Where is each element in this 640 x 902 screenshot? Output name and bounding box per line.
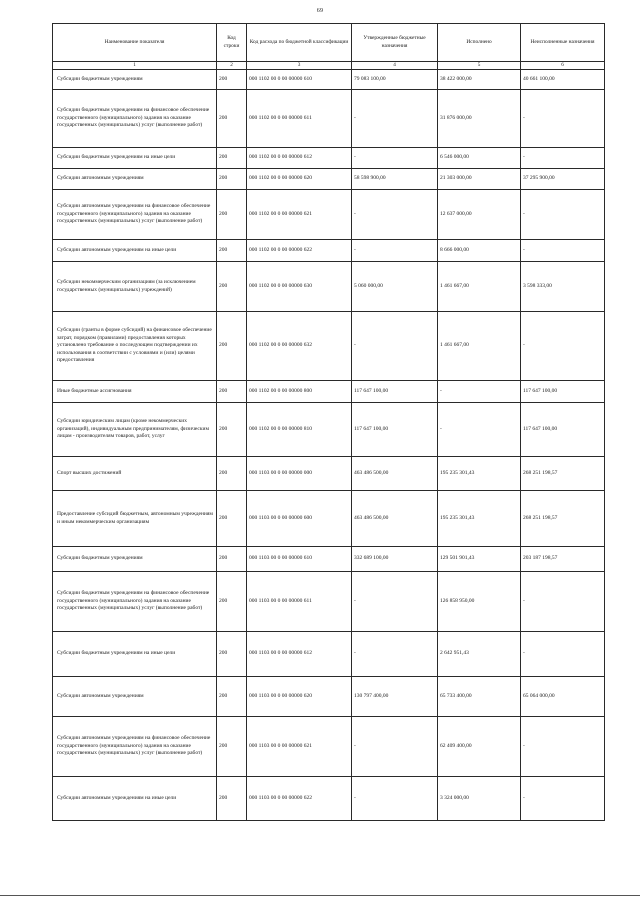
unexecuted-amount-cell: 203 187 198,57 <box>521 547 605 572</box>
unexecuted-amount-cell: 40 661 100,00 <box>521 70 605 90</box>
table-row <box>53 547 605 572</box>
approved-amount-cell: - <box>352 312 438 381</box>
executed-amount-cell: 8 666 000,00 <box>438 240 521 262</box>
indicator-name-cell: Субсидии бюджетным учреждениям на иные цели <box>53 148 217 169</box>
line-code-cell: 200 <box>217 677 247 717</box>
approved-amount-cell: - <box>352 777 438 821</box>
table-row <box>53 148 605 169</box>
unexecuted-amount-cell: - <box>521 190 605 240</box>
line-code-cell: 200 <box>217 491 247 547</box>
expense-code-cell: 000 1103 00 0 00 00000 611 <box>247 572 352 632</box>
unexecuted-amount-cell: - <box>521 717 605 777</box>
indicator-name-cell: Субсидии автономным учреждениям <box>53 169 217 190</box>
executed-amount-cell: 195 235 301,43 <box>438 457 521 491</box>
table-row <box>53 381 605 403</box>
unexecuted-amount-cell: - <box>521 632 605 677</box>
indicator-name-cell: Субсидии автономным учреждениям на иные цели <box>53 240 217 262</box>
approved-amount-cell: - <box>352 717 438 777</box>
executed-amount-cell: 195 235 301,43 <box>438 491 521 547</box>
header-expense-code: Код расхода по бюджетной классификации <box>247 24 352 62</box>
executed-amount-cell: 31 876 000,00 <box>438 90 521 148</box>
indicator-name-cell: Субсидии юридическим лицам (кроме некоммерческих организаций), индивидуальным предпринимателям, физическим лицам - производителям товаров, работ, услуг <box>53 403 217 457</box>
indicator-name-cell: Субсидии автономным учреждениям на финансовое обеспечение государственного (муниципального) задания на оказание государственных (муниципальных) услуг (выполнение работ) <box>53 190 217 240</box>
line-code-cell: 200 <box>217 403 247 457</box>
indicator-name-cell: Иные бюджетные ассигнования <box>53 381 217 403</box>
executed-amount-cell: 1 461 667,00 <box>438 262 521 312</box>
executed-amount-cell: 38 422 000,00 <box>438 70 521 90</box>
expense-code-cell: 000 1103 00 0 00 00000 620 <box>247 677 352 717</box>
line-code-cell: 200 <box>217 70 247 90</box>
table-row <box>53 70 605 90</box>
unexecuted-amount-cell: - <box>521 148 605 169</box>
expense-code-cell: 000 1102 00 0 00 00000 612 <box>247 148 352 169</box>
indicator-name-cell: Предоставление субсидий бюджетным, автономным учреждениям и иным некоммерческим организациям <box>53 491 217 547</box>
line-code-cell: 200 <box>217 457 247 491</box>
indicator-name-cell: Субсидии бюджетным учреждениям <box>53 547 217 572</box>
expense-code-cell: 000 1102 00 0 00 00000 630 <box>247 262 352 312</box>
approved-amount-cell: 5 060 000,00 <box>352 262 438 312</box>
table-row <box>53 169 605 190</box>
line-code-cell: 200 <box>217 777 247 821</box>
approved-amount-cell: - <box>352 90 438 148</box>
expense-code-cell: 000 1103 00 0 00 00000 622 <box>247 777 352 821</box>
table-row <box>53 403 605 457</box>
executed-amount-cell: 65 733 400,00 <box>438 677 521 717</box>
indicator-name-cell: Субсидии бюджетным учреждениям на финансовое обеспечение государственного (муниципального) задания на оказание государственных (муниципальных) услуг (выполнение работ) <box>53 90 217 148</box>
approved-amount-cell: 332 689 100,00 <box>352 547 438 572</box>
unexecuted-amount-cell: 65 064 000,00 <box>521 677 605 717</box>
table-row <box>53 717 605 777</box>
line-code-cell: 200 <box>217 169 247 190</box>
budget-execution-table <box>52 23 605 821</box>
unexecuted-amount-cell: 117 647 100,00 <box>521 381 605 403</box>
header-unexecuted: Неисполненные назначения <box>521 24 605 62</box>
unexecuted-amount-cell: - <box>521 240 605 262</box>
executed-amount-cell: 126 858 950,00 <box>438 572 521 632</box>
line-code-cell: 200 <box>217 240 247 262</box>
line-code-cell: 200 <box>217 148 247 169</box>
column-number: 6 <box>521 62 605 70</box>
header-indicator-name: Наименование показателя <box>53 24 217 62</box>
approved-amount-cell: 117 647 100,00 <box>352 381 438 403</box>
expense-code-cell: 000 1103 00 0 00 00000 600 <box>247 491 352 547</box>
indicator-name-cell: Спорт высших достижений <box>53 457 217 491</box>
header-line-code: Код строки <box>217 24 247 62</box>
executed-amount-cell: 3 324 000,00 <box>438 777 521 821</box>
approved-amount-cell: - <box>352 632 438 677</box>
table-row <box>53 457 605 491</box>
line-code-cell: 200 <box>217 572 247 632</box>
approved-amount-cell: - <box>352 190 438 240</box>
line-code-cell: 200 <box>217 547 247 572</box>
column-number: 4 <box>352 62 438 70</box>
executed-amount-cell: 2 642 951,43 <box>438 632 521 677</box>
executed-amount-cell: 62 409 400,00 <box>438 717 521 777</box>
approved-amount-cell: - <box>352 148 438 169</box>
footer-divider <box>0 895 640 896</box>
line-code-cell: 200 <box>217 312 247 381</box>
line-code-cell: 200 <box>217 262 247 312</box>
column-number: 1 <box>53 62 217 70</box>
expense-code-cell: 000 1102 00 0 00 00000 810 <box>247 403 352 457</box>
table-row <box>53 190 605 240</box>
table-row <box>53 240 605 262</box>
indicator-name-cell: Субсидии автономным учреждениям <box>53 677 217 717</box>
column-number: 5 <box>438 62 521 70</box>
unexecuted-amount-cell: - <box>521 777 605 821</box>
unexecuted-amount-cell: - <box>521 572 605 632</box>
expense-code-cell: 000 1102 00 0 00 00000 620 <box>247 169 352 190</box>
approved-amount-cell: 463 486 500,00 <box>352 457 438 491</box>
line-code-cell: 200 <box>217 632 247 677</box>
indicator-name-cell: Субсидии бюджетным учреждениям на иные цели <box>53 632 217 677</box>
table-row <box>53 632 605 677</box>
expense-code-cell: 000 1102 00 0 00 00000 610 <box>247 70 352 90</box>
table-row <box>53 90 605 148</box>
indicator-name-cell: Субсидии (гранты в форме субсидий) на финансовое обеспечение затрат, порядком (правилами) предоставления которых установлено требование о последующем подтверждении их использования в соответствии с условиями и (или) целями предоставления <box>53 312 217 381</box>
executed-amount-cell: - <box>438 403 521 457</box>
executed-amount-cell: 1 461 667,00 <box>438 312 521 381</box>
expense-code-cell: 000 1102 00 0 00 00000 622 <box>247 240 352 262</box>
executed-amount-cell: 21 303 000,00 <box>438 169 521 190</box>
table-body <box>53 70 605 821</box>
approved-amount-cell: 117 647 100,00 <box>352 403 438 457</box>
expense-code-cell: 000 1102 00 0 00 00000 800 <box>247 381 352 403</box>
executed-amount-cell: 129 501 901,43 <box>438 547 521 572</box>
indicator-name-cell: Субсидии некоммерческим организациям (за исключением государственных (муниципальных) учреждений) <box>53 262 217 312</box>
table-row <box>53 262 605 312</box>
unexecuted-amount-cell: 37 295 900,00 <box>521 169 605 190</box>
approved-amount-cell: - <box>352 240 438 262</box>
expense-code-cell: 000 1103 00 0 00 00000 621 <box>247 717 352 777</box>
approved-amount-cell: 58 598 900,00 <box>352 169 438 190</box>
line-code-cell: 200 <box>217 90 247 148</box>
table-row <box>53 312 605 381</box>
unexecuted-amount-cell: 117 647 100,00 <box>521 403 605 457</box>
unexecuted-amount-cell: - <box>521 90 605 148</box>
table-row <box>53 491 605 547</box>
approved-amount-cell: 79 083 100,00 <box>352 70 438 90</box>
approved-amount-cell: 463 486 500,00 <box>352 491 438 547</box>
indicator-name-cell: Субсидии автономным учреждениям на финансовое обеспечение государственного (муниципального) задания на оказание государственных (муниципальных) услуг (выполнение работ) <box>53 717 217 777</box>
line-code-cell: 200 <box>217 717 247 777</box>
expense-code-cell: 000 1102 00 0 00 00000 621 <box>247 190 352 240</box>
expense-code-cell: 000 1103 00 0 00 00000 000 <box>247 457 352 491</box>
table-row <box>53 777 605 821</box>
approved-amount-cell: - <box>352 572 438 632</box>
expense-code-cell: 000 1103 00 0 00 00000 612 <box>247 632 352 677</box>
executed-amount-cell: 6 546 000,00 <box>438 148 521 169</box>
expense-code-cell: 000 1102 00 0 00 00000 611 <box>247 90 352 148</box>
expense-code-cell: 000 1102 00 0 00 00000 632 <box>247 312 352 381</box>
indicator-name-cell: Субсидии автономным учреждениям на иные цели <box>53 777 217 821</box>
table-row <box>53 572 605 632</box>
table-row <box>53 677 605 717</box>
indicator-name-cell: Субсидии бюджетным учреждениям на финансовое обеспечение государственного (муниципального) задания на оказание государственных (муниципальных) услуг (выполнение работ) <box>53 572 217 632</box>
header-approved: Утвержденные бюджетные назначения <box>352 24 438 62</box>
unexecuted-amount-cell: 3 598 333,00 <box>521 262 605 312</box>
table-header-row <box>53 24 605 62</box>
unexecuted-amount-cell: 268 251 198,57 <box>521 457 605 491</box>
column-number: 2 <box>217 62 247 70</box>
indicator-name-cell: Субсидии бюджетным учреждениям <box>53 70 217 90</box>
line-code-cell: 200 <box>217 190 247 240</box>
page-number: 69 <box>316 8 324 14</box>
unexecuted-amount-cell: - <box>521 312 605 381</box>
column-number-row <box>53 62 605 70</box>
approved-amount-cell: 130 797 400,00 <box>352 677 438 717</box>
executed-amount-cell: 12 637 000,00 <box>438 190 521 240</box>
column-number: 3 <box>247 62 352 70</box>
executed-amount-cell: - <box>438 381 521 403</box>
header-executed: Исполнено <box>438 24 521 62</box>
expense-code-cell: 000 1103 00 0 00 00000 610 <box>247 547 352 572</box>
line-code-cell: 200 <box>217 381 247 403</box>
unexecuted-amount-cell: 268 251 198,57 <box>521 491 605 547</box>
